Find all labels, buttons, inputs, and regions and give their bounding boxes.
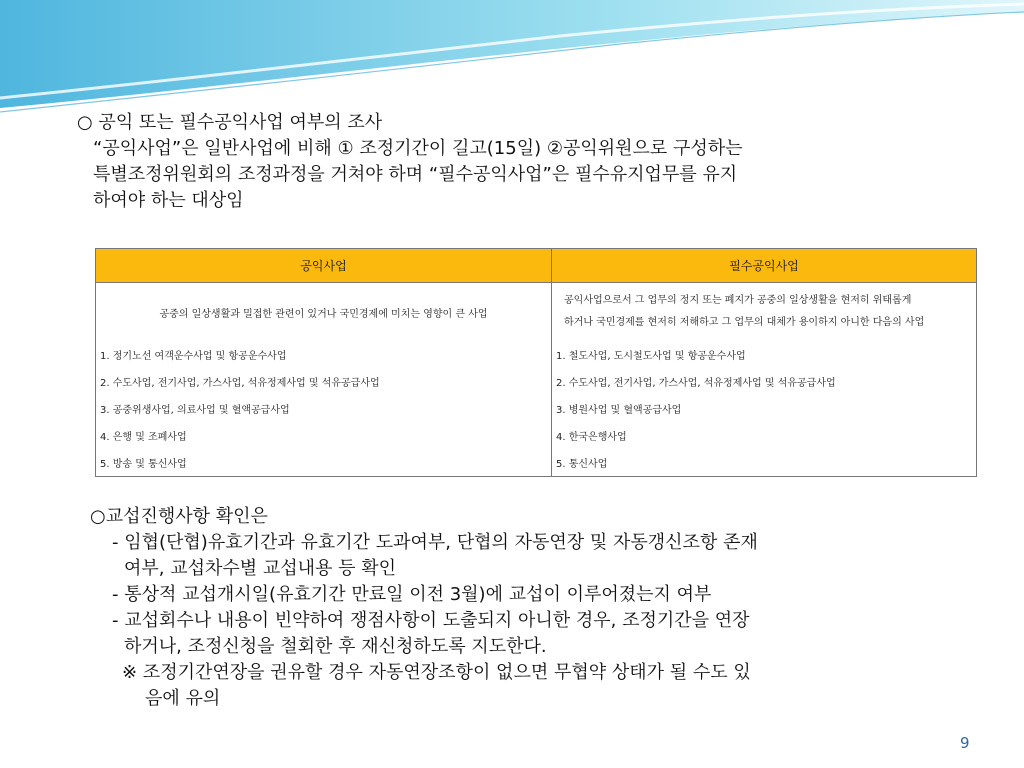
header-public-utility: 공익사업 (96, 249, 552, 283)
intro-heading: ○ 공익 또는 필수공익사업 여부의 조사 (77, 112, 383, 133)
table-cell: 3. 공중위생사업, 의료사업 및 혈액공급사업 (96, 395, 552, 422)
table-row (96, 341, 977, 368)
negotiation-item: - 임협(단협)유효기간과 유효기간 도과여부, 단협의 자동연장 및 자동갱신조항 존재 (112, 532, 758, 553)
essential-utility-definition (552, 283, 977, 342)
negotiation-note: ※ 조정기간연장을 권유할 경우 자동연장조항이 없으면 무협약 상태가 될 수도 있 (122, 662, 751, 683)
table-cell: 4. 한국은행사업 (552, 422, 977, 449)
definition-line: 공익사업으로서 그 업무의 정지 또는 폐지가 공중의 일상생활을 현저히 위태롭게 (564, 295, 912, 306)
table-cell: 3. 병원사업 및 혈액공급사업 (552, 395, 977, 422)
table-cell: 1. 정기노선 여객운수사업 및 항공운수사업 (96, 341, 552, 368)
intro-line: “공익사업”은 일반사업에 비해 ① 조정기간이 길고(15일) ②공익위원으로 구성하는 (93, 138, 743, 159)
table-cell: 5. 통신사업 (552, 449, 977, 477)
table-cell: 2. 수도사업, 전기사업, 가스사업, 석유정제사업 및 석유공급사업 (96, 368, 552, 395)
intro-section (77, 110, 743, 214)
table-cell: 4. 은행 및 조폐사업 (96, 422, 552, 449)
negotiation-note-continued: 음에 유의 (145, 688, 221, 709)
table-cell: 1. 철도사업, 도시철도사업 및 항공운수사업 (552, 341, 977, 368)
table-cell: 2. 수도사업, 전기사업, 가스사업, 석유정제사업 및 석유공급사업 (552, 368, 977, 395)
table-row (96, 368, 977, 395)
negotiation-item: - 통상적 교섭개시일(유효기간 만료일 이전 3월)에 교섭이 이루어졌는지 여부 (112, 584, 712, 605)
public-utility-definition: 공중의 일상생활과 밀접한 관련이 있거나 국민경제에 미치는 영향이 큰 사업 (96, 283, 552, 342)
header-essential-public-utility: 필수공익사업 (552, 249, 977, 283)
table-header-row (96, 249, 977, 283)
definition-line: 하거나 국민경제를 현저히 저해하고 그 업무의 대체가 용이하지 아니한 다음의 사업 (564, 317, 925, 328)
table-row (96, 449, 977, 477)
intro-line: 특별조정위원회의 조정과정을 거쳐야 하며 “필수공익사업”은 필수유지업무를 유지 (93, 164, 738, 185)
intro-line: 하여야 하는 대상임 (93, 190, 244, 211)
page-number: 9 (960, 734, 970, 752)
negotiation-item-continued: 하거나, 조정신청을 철회한 후 재신청하도록 지도한다. (124, 636, 547, 657)
table-row (96, 422, 977, 449)
header-wave-decoration (0, 0, 1024, 120)
negotiation-item: - 교섭회수나 내용이 빈약하여 쟁점사항이 도출되지 아니한 경우, 조정기간을 연장 (112, 610, 750, 631)
table-row (96, 283, 977, 342)
negotiation-item-continued: 여부, 교섭차수별 교섭내용 등 확인 (124, 558, 397, 579)
table-row (96, 395, 977, 422)
comparison-table (95, 248, 977, 477)
table-cell: 5. 방송 및 통신사업 (96, 449, 552, 477)
negotiation-heading: ○교섭진행사항 확인은 (90, 506, 268, 527)
negotiation-section (90, 504, 758, 712)
